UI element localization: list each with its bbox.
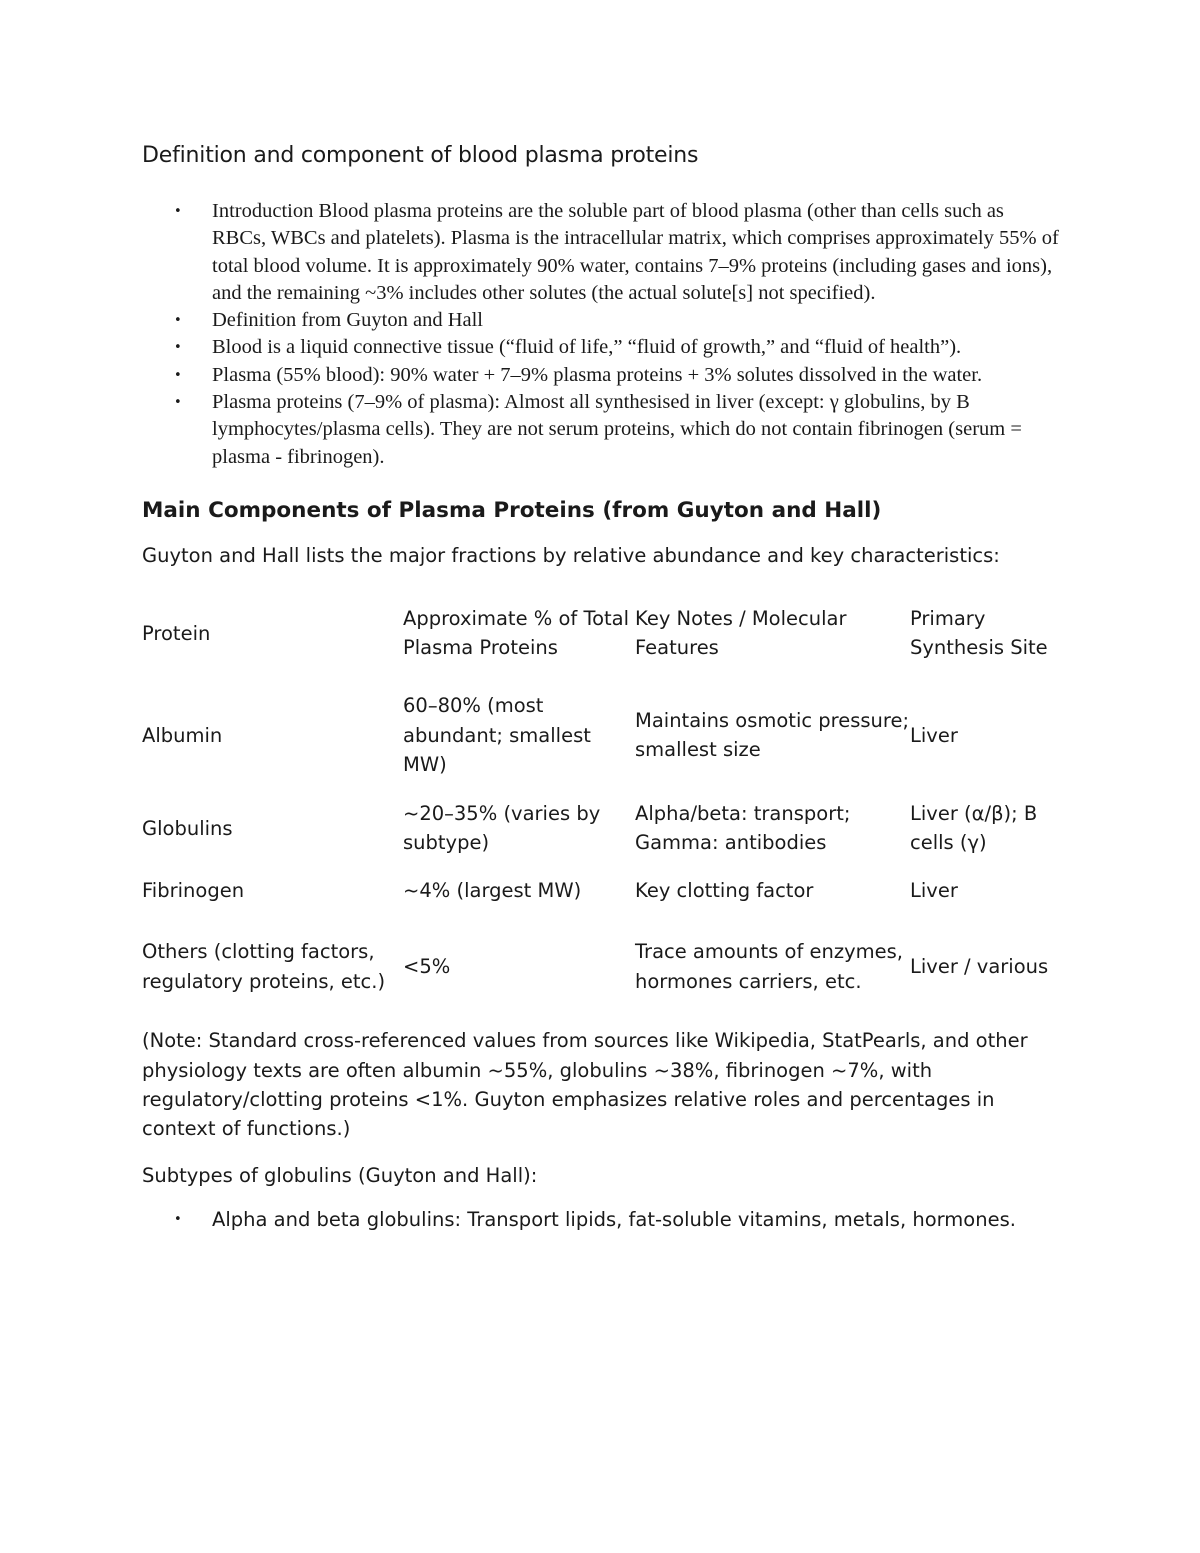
list-item (142, 1205, 1062, 1234)
section-intro: Guyton and Hall lists the major fractions by relative abundance and key characteristics: (142, 543, 1000, 567)
subtypes-heading: Subtypes of globulins (Guyton and Hall): (142, 1164, 538, 1188)
table-row (142, 788, 1062, 868)
bullet-glyph: • (174, 1211, 182, 1227)
table-cell: 60–80% (most abundant; smallest MW) (403, 694, 591, 776)
table-header-row (142, 584, 1062, 682)
table-cell: Trace amounts of enzymes, hormones carriers, etc. (635, 940, 904, 993)
table-cell: Liver / various (910, 955, 1049, 979)
table-cell: ~20–35% (varies by subtype) (403, 801, 601, 855)
table-cell: Liver (910, 879, 958, 903)
list-item (142, 198, 1062, 307)
list-item-text: Plasma (55% blood): 90% water + 7–9% plasma proteins + 3% solutes dissolved in the water. (212, 363, 983, 386)
table-row (142, 913, 1062, 1020)
list-item (142, 307, 1062, 334)
list-item (142, 389, 1062, 471)
table-cell: Others (clotting factors, regulatory proteins, etc.) (142, 940, 386, 993)
header-cell-protein: Protein (142, 621, 211, 645)
table-cell: Globulins (142, 816, 233, 840)
table-row (142, 868, 1062, 913)
subtype-bullet-list (142, 1205, 1062, 1234)
bullet-glyph: • (174, 367, 182, 383)
table-cell: Albumin (142, 723, 223, 747)
note-paragraph: (Note: Standard cross-referenced values from sources like Wikipedia, StatPearls, and other physiology texts are often albumin ~55%, globulins ~38%, fibrinogen ~7%, with regulatory/clotting proteins <1%. Guyton emphasizes relative roles and percentages in context of functions.) (142, 1029, 1028, 1141)
table-cell: Alpha/beta: transport; Gamma: antibodies (635, 801, 851, 855)
list-item-text: Plasma proteins (7–9% of plasma): Almost all synthesised in liver (except: γ globulins, by B lymphocytes/plasma cells). They are not serum proteins, which do not contain fibrinogen (serum = plasma - fibrinogen). (212, 391, 1022, 468)
header-cell-notes: Key Notes / Molecular Features (635, 606, 847, 660)
table-row (142, 682, 1062, 788)
table-cell: ~4% (largest MW) (403, 879, 582, 903)
table-cell: Liver (910, 723, 958, 747)
table-cell: Fibrinogen (142, 879, 245, 903)
list-item (142, 362, 1062, 389)
table-cell: Liver (α/β); B cells (γ) (910, 801, 1038, 855)
plasma-proteins-table (142, 584, 1062, 1020)
section-heading: Main Components of Plasma Proteins (from Guyton and Hall) (142, 497, 882, 523)
bullet-glyph: • (174, 340, 182, 356)
list-item-text: Introduction Blood plasma proteins are the soluble part of blood plasma (other than cells such as RBCs, WBCs and platelets). Plasma is the intracellular matrix, which comprises approximately 55% of total blood volume. It is approximately 90% water, contains 7–9% proteins (including gases and ions), and the remaining ~3% includes other solutes (the actual solute[s] not specified). (212, 200, 1059, 304)
list-item (142, 334, 1062, 361)
document-title: Definition and component of blood plasma proteins (142, 143, 699, 168)
header-cell-percent: Approximate % of Total Plasma Proteins (403, 606, 630, 660)
table-cell: <5% (403, 955, 451, 979)
intro-bullet-list (142, 198, 1062, 471)
bullet-glyph: • (174, 395, 182, 411)
bullet-glyph: • (174, 204, 182, 219)
list-item-text: Blood is a liquid connective tissue (“fluid of life,” “fluid of growth,” and “fluid of health”). (212, 336, 962, 359)
list-item-text: Definition from Guyton and Hall (212, 309, 484, 332)
table-cell: Key clotting factor (635, 879, 814, 903)
header-cell-site: Primary Synthesis Site (910, 606, 1048, 660)
bullet-glyph: • (174, 313, 182, 329)
table-cell: Maintains osmotic pressure; smallest size (635, 708, 910, 762)
list-item-text: Alpha and beta globulins: Transport lipids, fat-soluble vitamins, metals, hormones. (212, 1207, 1016, 1231)
document-page (142, 140, 1062, 1234)
